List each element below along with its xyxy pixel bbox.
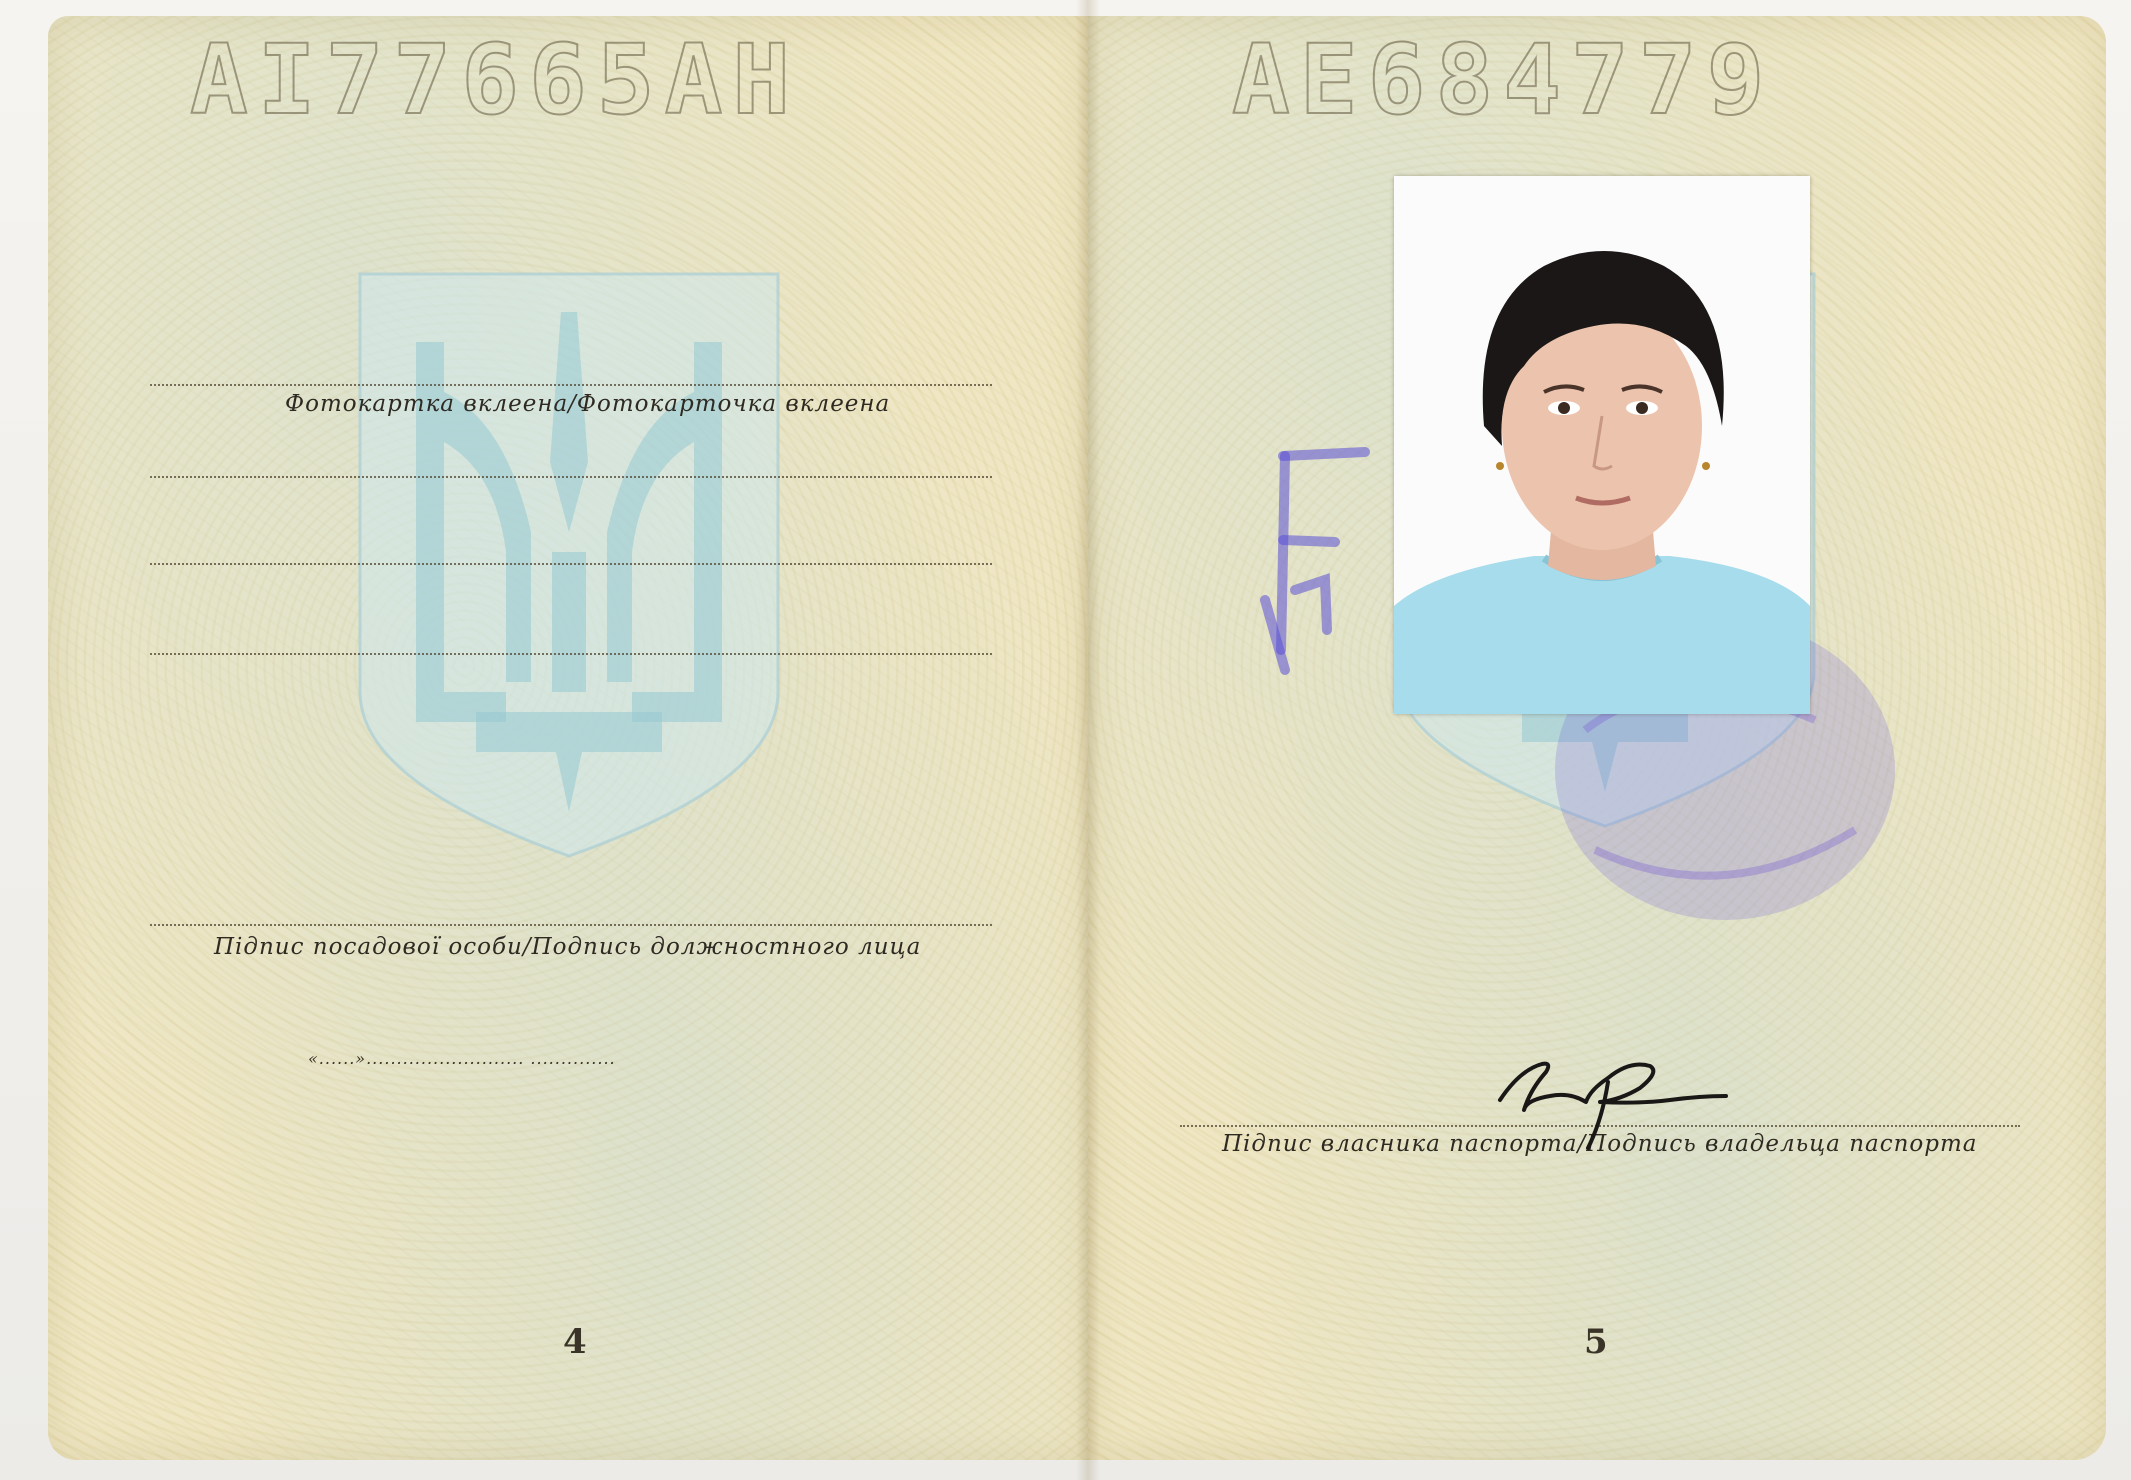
- dotted-line: [150, 476, 992, 478]
- dotted-line: [150, 653, 992, 655]
- page-number-right: 5: [1584, 1322, 1608, 1362]
- dotted-line-photo: [150, 384, 992, 386]
- holder-signature: [1490, 1030, 1740, 1150]
- dotted-line-official-signature: [150, 924, 992, 926]
- holder-signature-label: Підпис власника паспорта/Подпись владельца паспорта: [1222, 1131, 1978, 1157]
- holder-photo: [1394, 176, 1810, 714]
- dotted-line: [150, 563, 992, 565]
- page-number-left: 4: [563, 1322, 587, 1362]
- photo-affixed-label: Фотокартка вклеена/Фотокарточка вклеена: [285, 391, 891, 417]
- perforated-serial-left: AI77665AH: [190, 24, 801, 136]
- page-gutter: [1076, 0, 1100, 1480]
- portrait-image: [1394, 176, 1810, 714]
- coat-of-arms-watermark-left: [356, 272, 782, 858]
- date-line: «......».......................... ..............: [308, 1049, 616, 1068]
- perforated-serial-right: AE684779: [1232, 24, 1775, 136]
- official-signature-label: Підпис посадової особи/Подпись должностного лица: [214, 934, 922, 960]
